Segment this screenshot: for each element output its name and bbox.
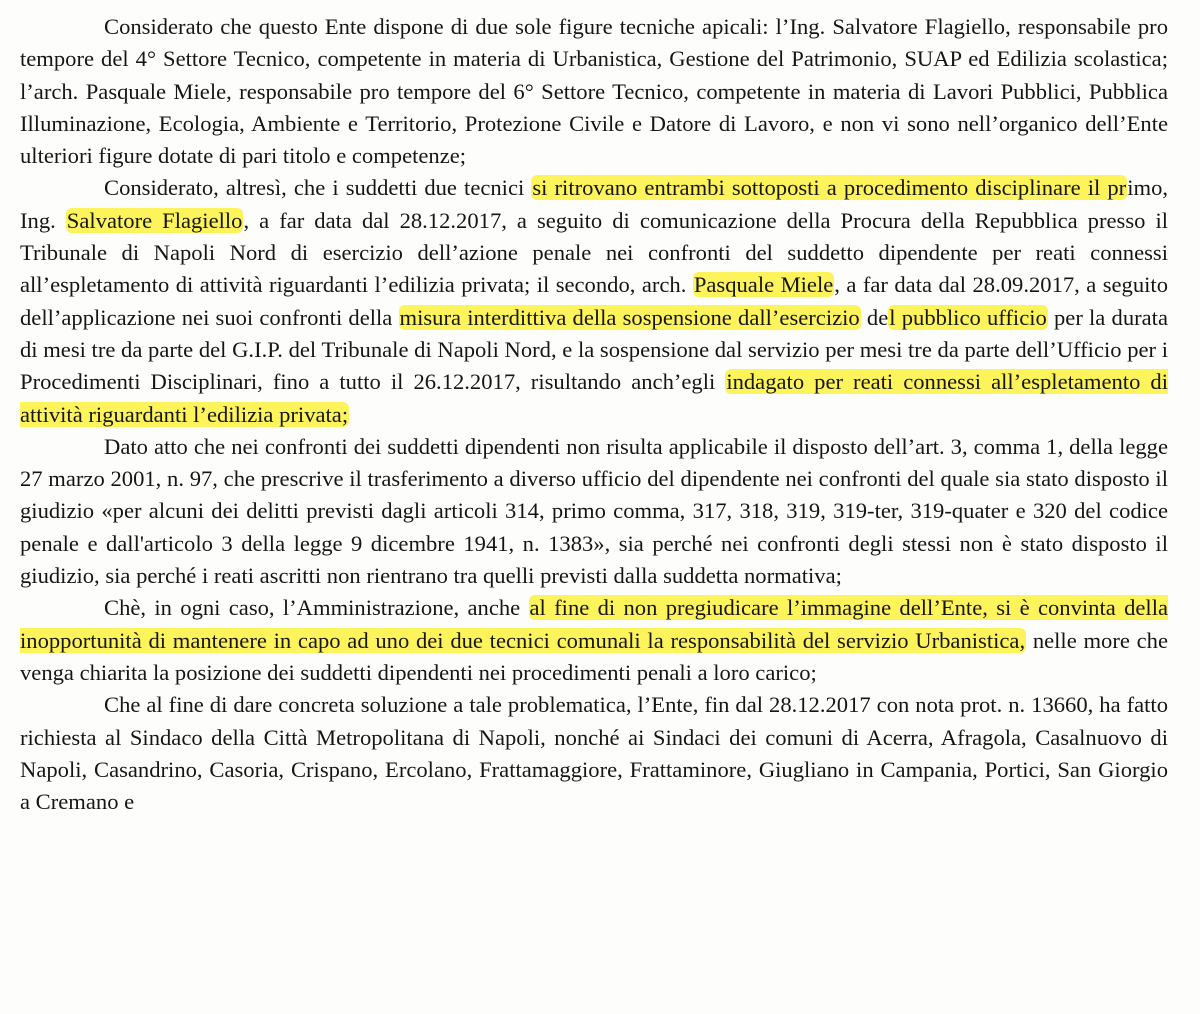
paragraph-soluzione — [20, 689, 1168, 818]
text-segment: imo, Ing. — [20, 175, 1169, 233]
text-segment: Dato atto che nei confronti dei suddetti dipendenti non risulta applicabile il disposto dell’art. 3, comma 1, della legge 27 marzo 2001, n. 97, che prescrive il trasferimento a diverso ufficio del dipendente nei confronti del quale sia stato disposto il giudizio «per alcuni dei delitti previsti dagli articoli 314, primo comma, 317, 318, 319, 319-ter, 319-quater e 320 del codice penale e dall'articolo 3 della legge 9 dicembre 1941, n. 1383», sia perché nei confronti degli stessi non è stato disposto il giudizio, sia perché i reati ascritti non rientrano tra quelli previsti dalla suddetta normativa; — [20, 433, 1168, 589]
highlighted-text: indagato per reati connessi all’espletamento di attività riguardanti l’edilizia privata; — [20, 369, 1168, 427]
paragraph-figure-tecniche — [20, 11, 1168, 172]
text-segment: per la durata di mesi tre da parte del G.I.P. del Tribunale di Napoli Nord, e la sospensione dal servizio per mesi tre da parte dell’Ufficio per i Procedimenti Disciplinari, fino a tutto il 26.12.2017, risultando anch’egli — [20, 304, 1168, 395]
highlighted-text: l pubblico ufficio — [889, 304, 1047, 330]
text-segment: de — [860, 304, 889, 330]
top-margin — [20, 0, 1168, 11]
highlighted-text: misura interdittiva della sospensione dall’esercizio — [399, 304, 860, 330]
paragraph-amministrazione — [20, 592, 1168, 689]
highlighted-text: al fine di non pregiudicare l’immagine dell’Ente, si è convinta della inopportunità di mantenere in capo ad uno dei due tecnici comunali la responsabilità del servizio Urbanistica, — [20, 595, 1168, 653]
text-segment: Considerato, altresì, che i suddetti due tecnici — [104, 175, 532, 201]
text-segment: , a far data dal 28.09.2017, a seguito dell’applicazione nei suoi confronti della — [20, 272, 1168, 330]
paragraph-procedimento-disciplinare — [20, 172, 1168, 430]
text-segment: nelle more che venga chiarita la posizione dei suddetti dipendenti nei procedimenti penali a loro carico; — [20, 627, 1168, 685]
text-segment: Chè, in ogni caso, l’Amministrazione, anche — [104, 595, 529, 621]
text-segment: Considerato che questo Ente dispone di due sole figure tecniche apicali: l’Ing. Salvatore Flagiello, responsabile pro tempore del 4° Settore Tecnico, competente in materia di Urbanistica, Gestione del Patrimonio, SUAP ed Edilizia scolastica; l’arch. Pasquale Miele, responsabile pro tempore del 6° Settore Tecnico, competente in materia di Lavori Pubblici, Pubblica Illuminazione, Ecologia, Ambiente e Territorio, Protezione Civile e Datore di Lavoro, e non vi sono nell’organico dell’Ente ulteriori figure dotate di pari titolo e competenze; — [20, 14, 1168, 169]
highlighted-text: Pasquale Miele — [693, 272, 834, 298]
paragraph-dato-atto — [20, 431, 1168, 592]
highlighted-text: si ritrovano entrambi sottoposti a procedimento disciplinare il pr — [532, 175, 1127, 201]
document-body — [20, 0, 1168, 818]
text-segment: , a far data dal 28.12.2017, a seguito di comunicazione della Procura della Repubblica presso il Tribunale di Napoli Nord di esercizio dell’azione penale nei confronti del suddetto dipendente per reati connessi all’espletamento di attività riguardanti l’edilizia privata; il secondo, arch. — [20, 207, 1168, 298]
text-segment: Che al fine di dare concreta soluzione a tale problematica, l’Ente, fin dal 28.12.2017 con nota prot. n. 13660, ha fatto richiesta al Sindaco della Città Metropolitana di Napoli, nonché ai Sindaci dei comuni di Acerra, Afragola, Casalnuovo di Napoli, Casandrino, Casoria, Crispano, Ercolano, Frattamaggiore, Frattaminore, Giugliano in Campania, Portici, San Giorgio a Cremano e — [20, 692, 1168, 815]
highlighted-text: Salvatore Flagiello — [66, 207, 243, 233]
